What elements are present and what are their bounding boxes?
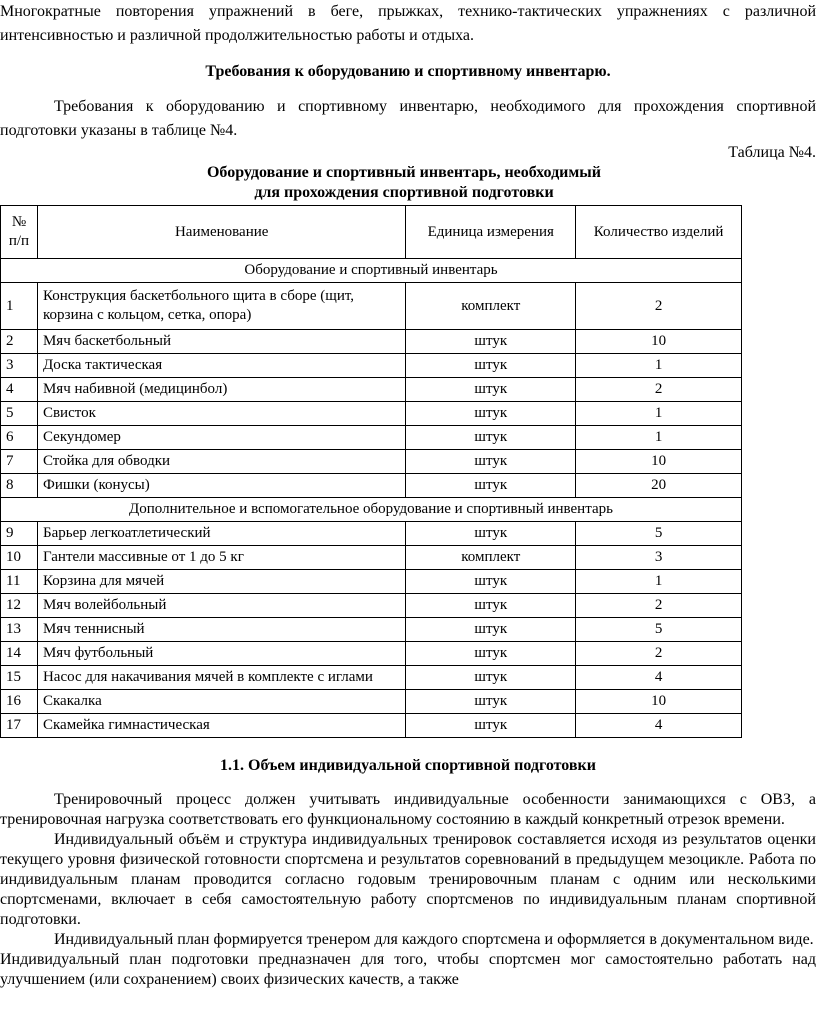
table-row [1,690,742,714]
cell-name: Секундомер [37,426,405,450]
table-row [1,426,742,450]
cell-quantity: 2 [576,642,742,666]
cell-quantity: 1 [576,354,742,378]
cell-number: 14 [1,642,38,666]
cell-name: Мяч теннисный [37,618,405,642]
equipment-paragraph: Требования к оборудованию и спортивному инвентарю, необходимого для прохождения спортивной подготовки указаны в таблице №4. [0,98,816,139]
cell-unit: штук [406,618,576,642]
paragraph-individual-plan: Индивидуальный план формируется тренером для каждого спортсмена и оформляется в документальном виде. [54,931,814,948]
table-title-line-2: для прохождения спортивной подготовки [254,184,554,201]
cell-name: Мяч футбольный [37,642,405,666]
cell-quantity: 2 [576,283,742,330]
cell-quantity: 10 [576,450,742,474]
table-row [1,402,742,426]
header-quantity: Количество изделий [576,206,742,259]
cell-quantity: 10 [576,690,742,714]
cell-number: 13 [1,618,38,642]
cell-quantity: 1 [576,570,742,594]
cell-name: Скамейка гимнастическая [37,714,405,738]
cell-unit: штук [406,402,576,426]
table-row [1,594,742,618]
table-section-row [1,498,742,522]
cell-number: 10 [1,546,38,570]
table-row [1,570,742,594]
cell-unit: штук [406,666,576,690]
table-title [0,163,808,203]
cell-number: 12 [1,594,38,618]
section-label: Оборудование и спортивный инвентарь [1,259,742,283]
paragraph-individual-volume: Индивидуальный объём и структура индивидуальных тренировок составляется исходя из результатов оценки текущего уровня физической готовности спортсмена и результатов соревнований в предыдущем мезоцикле. Работа по индивидуальным планам проводится согласно годовым тренировочным планам с одним или несколькими спортсменами, включает в себя самостоятельную работу спортсменов по индивидуальным планам спортивной подготовки. [0,831,816,928]
equipment-heading: Требования к оборудованию и спортивному инвентарю. [205,63,611,80]
cell-unit: штук [406,714,576,738]
intro-paragraph: Многократные повторения упражнений в беге, прыжках, технико-тактических упражнениях с различной интенсивностью и различной продолжительностью работы и отдыха. [0,3,816,44]
cell-number: 15 [1,666,38,690]
paragraph-ovz: Тренировочный процесс должен учитывать индивидуальные особенности занимающихся с ОВЗ, а тренировочная нагрузка соответствовать его функциональному состоянию в каждый конкретный отрезок времени. [0,791,816,828]
header-unit: Единица измерения [406,206,576,259]
cell-unit: штук [406,690,576,714]
table-row [1,618,742,642]
cell-number: 6 [1,426,38,450]
cell-name: Гантели массивные от 1 до 5 кг [37,546,405,570]
table-row [1,330,742,354]
table-row [1,474,742,498]
cell-number: 4 [1,378,38,402]
cell-quantity: 5 [576,522,742,546]
table-row [1,546,742,570]
cell-unit: штук [406,330,576,354]
cell-quantity: 10 [576,330,742,354]
cell-unit: комплект [406,283,576,330]
cell-unit: штук [406,642,576,666]
table-row [1,714,742,738]
cell-number: 16 [1,690,38,714]
cell-name: Мяч волейбольный [37,594,405,618]
cell-number: 3 [1,354,38,378]
cell-quantity: 5 [576,618,742,642]
table-row [1,283,742,330]
cell-name: Фишки (конусы) [37,474,405,498]
table-section-row [1,259,742,283]
cell-number: 8 [1,474,38,498]
cell-name: Мяч баскетбольный [37,330,405,354]
section-heading: 1.1. Объем индивидуальной спортивной подготовки [220,757,596,774]
table-header-row [1,206,742,259]
equipment-table [0,205,742,738]
cell-name: Барьер легкоатлетический [37,522,405,546]
cell-quantity: 1 [576,402,742,426]
cell-number: 9 [1,522,38,546]
paragraph-plan-purpose: Индивидуальный план подготовки предназначен для того, чтобы спортсмен мог самостоятельно работать над улучшением (или сохранением) своих физических качеств, а также [0,951,816,988]
cell-unit: штук [406,474,576,498]
cell-unit: штук [406,426,576,450]
table-row [1,378,742,402]
cell-unit: штук [406,378,576,402]
cell-name: Конструкция баскетбольного щита в сборе (щит, корзина с кольцом, сетка, опора) [37,283,405,330]
cell-quantity: 2 [576,594,742,618]
cell-quantity: 1 [576,426,742,450]
table-row [1,522,742,546]
cell-unit: штук [406,522,576,546]
cell-name: Стойка для обводки [37,450,405,474]
cell-quantity: 20 [576,474,742,498]
cell-name: Мяч набивной (медицинбол) [37,378,405,402]
cell-name: Корзина для мячей [37,570,405,594]
table-row [1,354,742,378]
cell-name: Скакалка [37,690,405,714]
table-row [1,450,742,474]
cell-quantity: 3 [576,546,742,570]
header-number: № п/п [1,206,38,259]
cell-name: Свисток [37,402,405,426]
table-row [1,642,742,666]
cell-number: 5 [1,402,38,426]
cell-number: 2 [1,330,38,354]
table-title-line-1: Оборудование и спортивный инвентарь, необходимый [206,164,602,181]
cell-number: 11 [1,570,38,594]
cell-unit: комплект [406,546,576,570]
cell-quantity: 4 [576,714,742,738]
cell-unit: штук [406,450,576,474]
cell-number: 1 [1,283,38,330]
cell-name: Насос для накачивания мячей в комплекте с иглами [37,666,405,690]
cell-unit: штук [406,594,576,618]
section-label: Дополнительное и вспомогательное оборудование и спортивный инвентарь [1,498,742,522]
cell-number: 17 [1,714,38,738]
cell-unit: штук [406,354,576,378]
bottom-section [0,754,816,990]
cell-quantity: 4 [576,666,742,690]
cell-unit: штук [406,570,576,594]
table-row [1,666,742,690]
cell-name: Доска тактическая [37,354,405,378]
cell-number: 7 [1,450,38,474]
header-name: Наименование [37,206,405,259]
cell-quantity: 2 [576,378,742,402]
table-label: Таблица №4. [728,144,816,161]
